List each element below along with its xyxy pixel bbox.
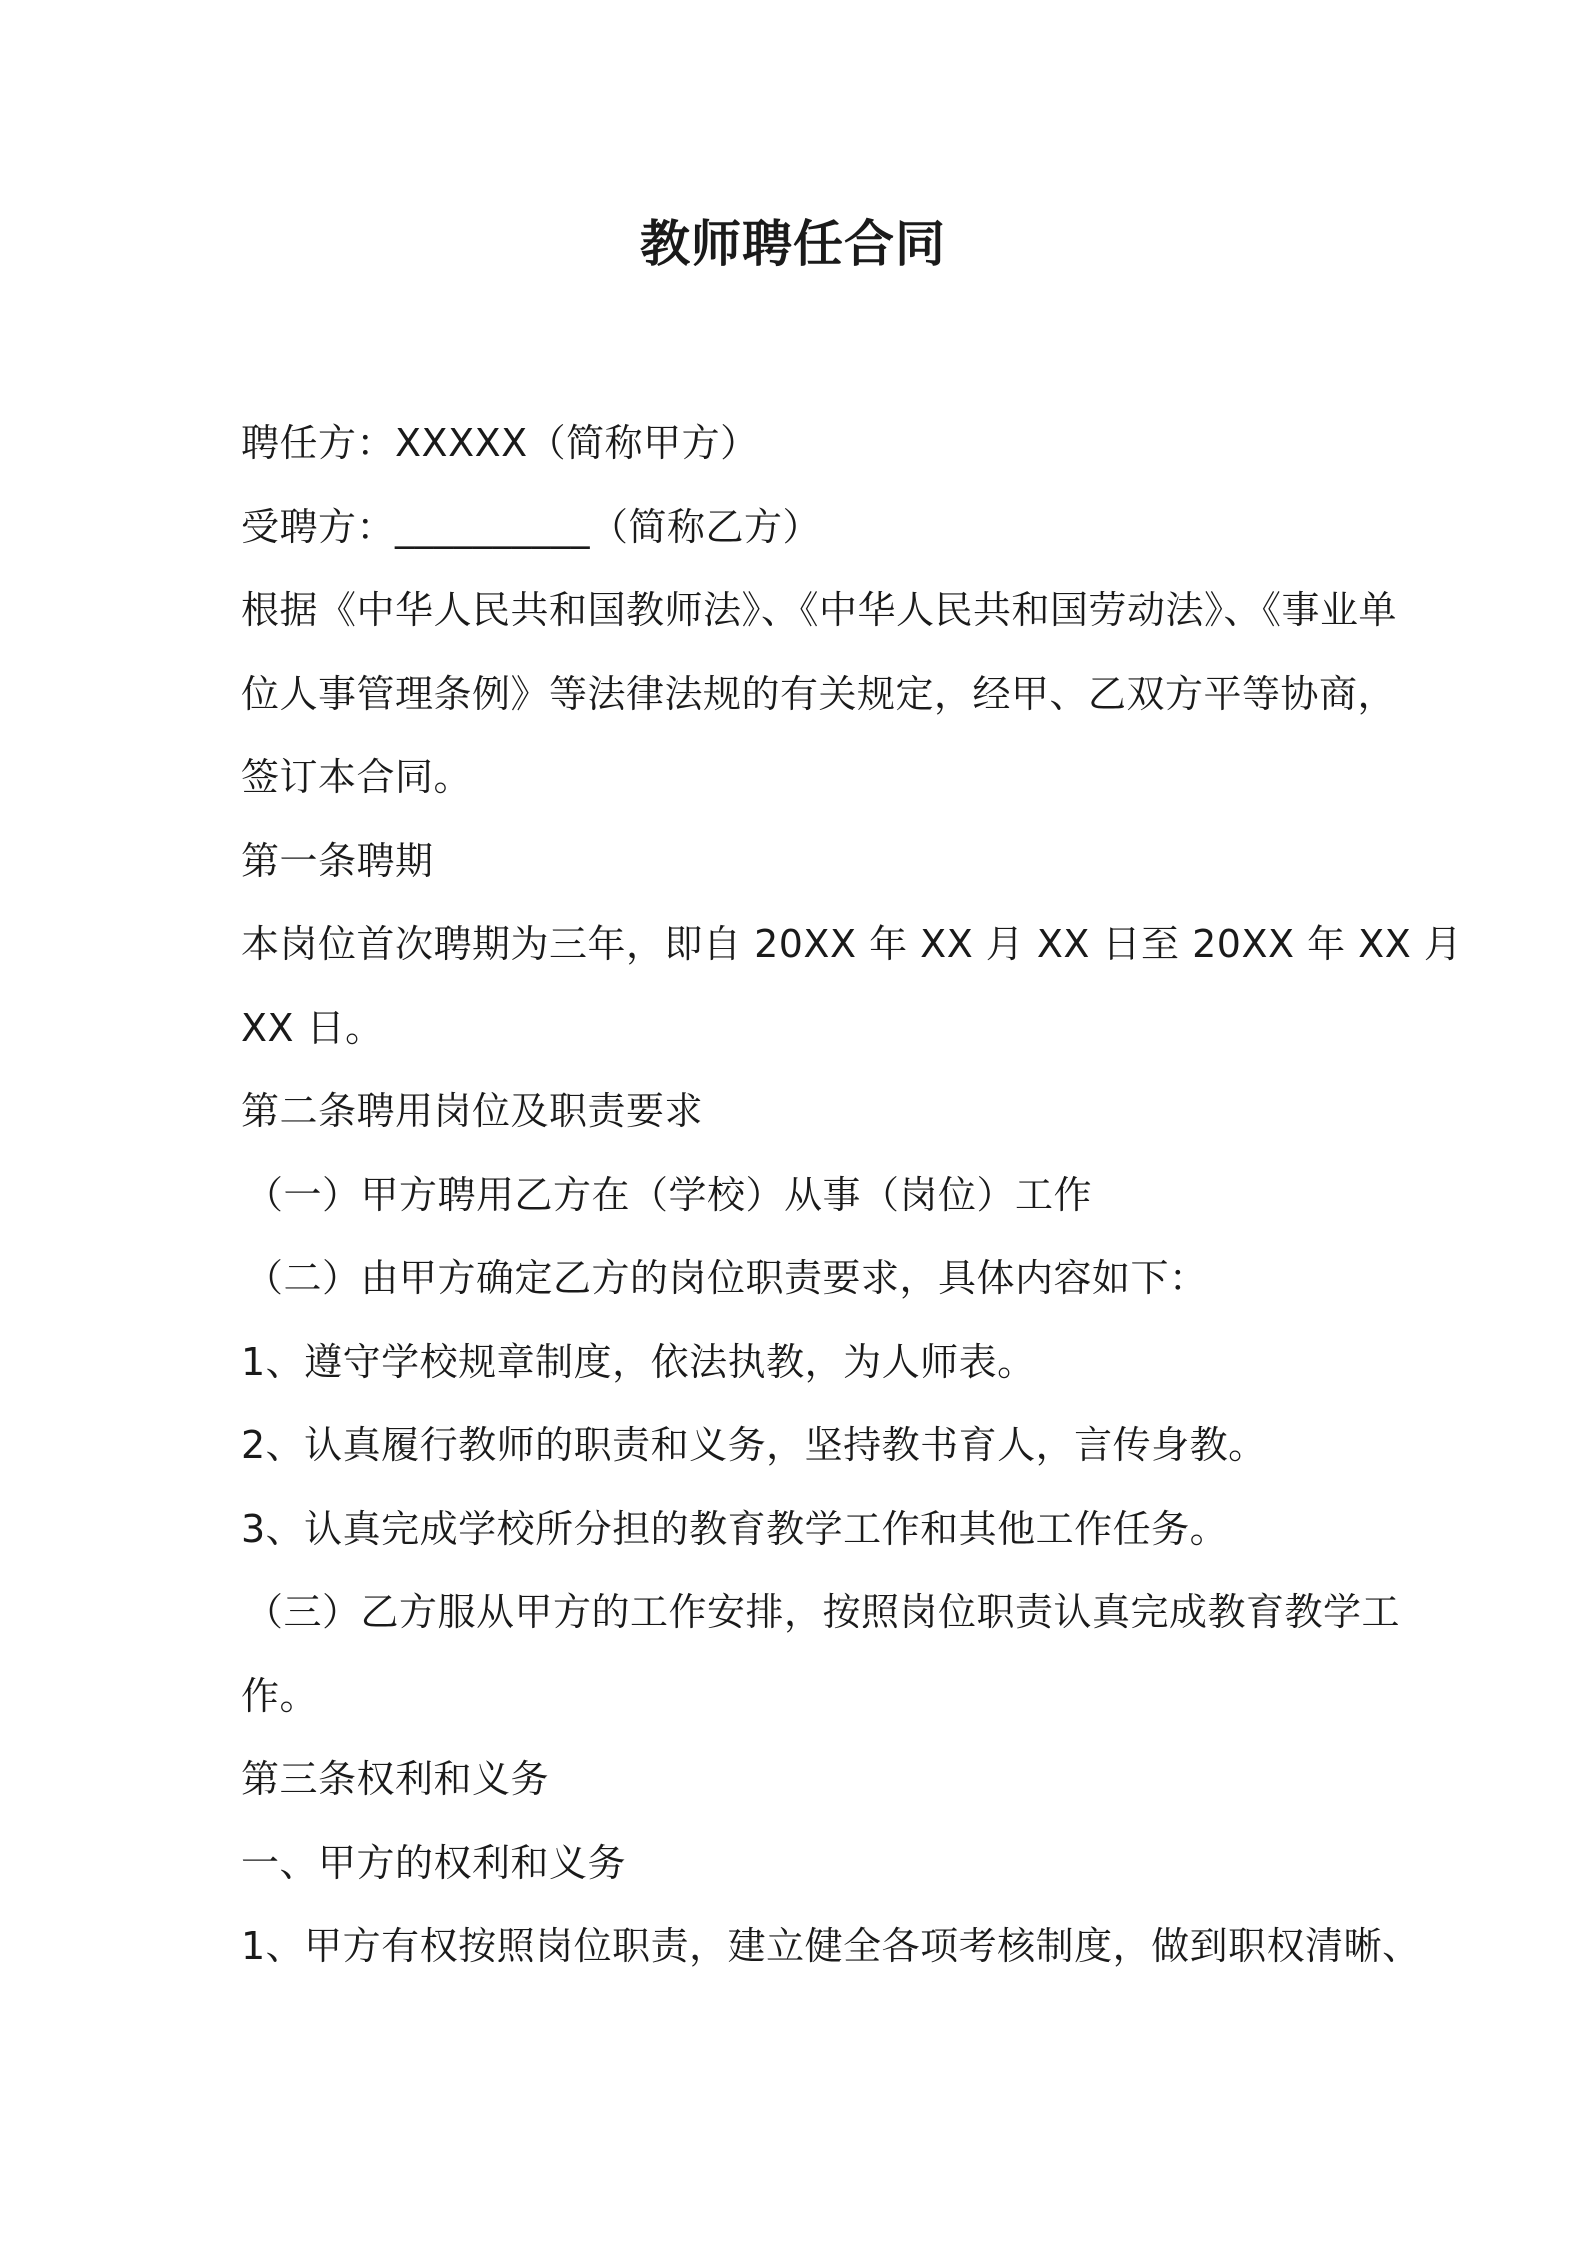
document-title: 教师聘任合同 (640, 215, 946, 273)
article-2-clause-2: （二）由甲方确定乙方的岗位职责要求，具体内容如下： (245, 1256, 1208, 1300)
article-2-item-3: 3、认真完成学校所分担的教育教学工作和其他工作任务。 (241, 1506, 1229, 1551)
article-2-clause-3-line-2: 作。 (241, 1673, 319, 1718)
article-2-item-2: 2、认真履行教师的职责和义务，坚持教书育人，言传身教。 (241, 1423, 1267, 1467)
article-3-section-1-item-1: 1、甲方有权按照岗位职责，建立健全各项考核制度，做到职权清晰、 (241, 1924, 1421, 1968)
article-3-section-1-heading: 一、甲方的权利和义务 (241, 1840, 627, 1885)
article-1-heading: 第一条聘期 (241, 838, 434, 883)
article-1-text-line-2: XX 日。 (241, 1005, 384, 1050)
preamble-line-3: 签订本合同。 (241, 755, 473, 799)
article-2-heading: 第二条聘用岗位及职责要求 (241, 1089, 704, 1133)
party-b-line: 受聘方：__________（简称乙方） (241, 504, 822, 549)
preamble-line-1: 根据《中华人民共和国教师法》、《中华人民共和国劳动法》、《事业单 (241, 588, 1398, 632)
article-2-item-1: 1、遵守学校规章制度，依法执教，为人师表。 (241, 1339, 1036, 1384)
article-2-clause-1: （一）甲方聘用乙方在（学校）从事（岗位）工作 (245, 1172, 1093, 1217)
article-2-clause-3-line-1: （三）乙方服从甲方的工作安排，按照岗位职责认真完成教育教学工 (245, 1590, 1401, 1634)
party-a-line: 聘任方：XXXXX（简称甲方） (241, 421, 759, 465)
article-3-heading: 第三条权利和义务 (241, 1757, 550, 1801)
preamble-line-2: 位人事管理条例》等法律法规的有关规定，经甲、乙双方平等协商， (241, 671, 1397, 716)
article-1-text-line-1: 本岗位首次聘期为三年，即自 20XX 年 XX 月 XX 日至 20XX 年 XX 月 (241, 922, 1463, 966)
document-body (241, 402, 1463, 1989)
